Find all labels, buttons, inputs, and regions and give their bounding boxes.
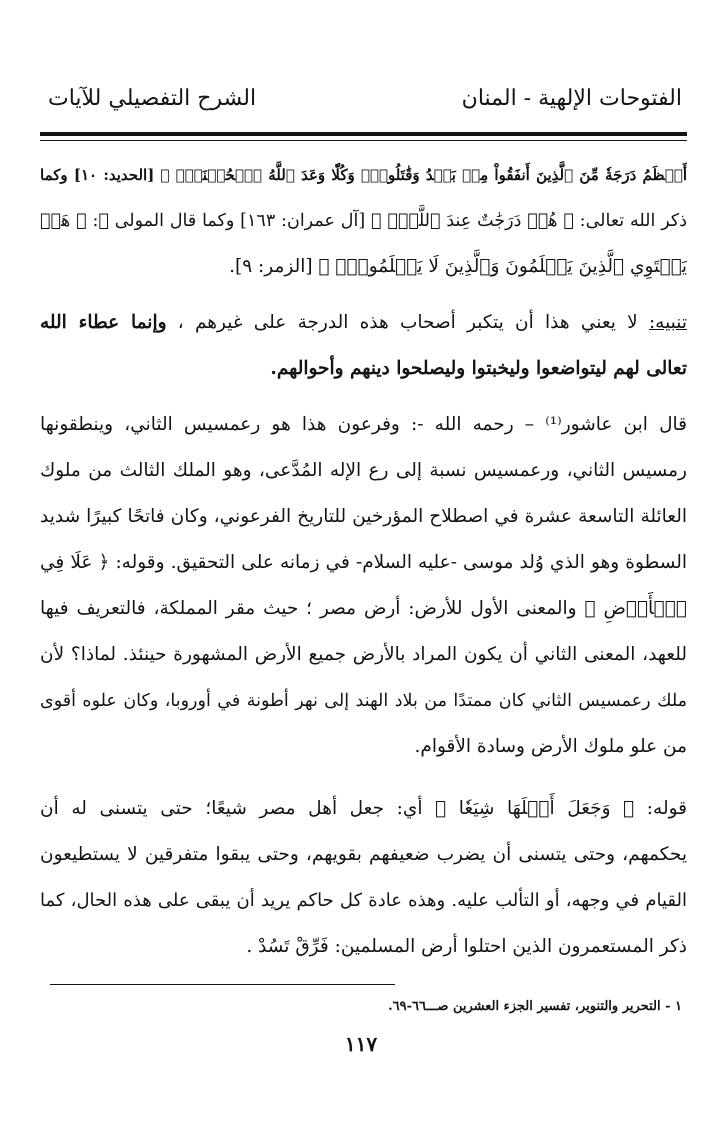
text-line: ذكر الله تعالى: ﴿ هُمۡ دَرَجَٰتٌ عِندَ ٱللَّهِۗ ﴾ [آل عمران: ١٦٣] وكما قال المولى ﷻ: ﴿ هَلۡ — [40, 211, 687, 231]
running-title: الفتوحات الإلهية - المنان — [461, 86, 682, 111]
text-line: تعالى لهم ليتواضعوا وليخبتوا وليصلحوا دينهم وأحوالهم. — [270, 358, 687, 379]
text-line: العائلة التاسعة عشرة في اصطلاح المؤرخين للتاريخ الفرعوني، وكان فاتحًا كبيرًا شديد — [40, 506, 687, 527]
footnote-separator — [50, 984, 395, 985]
header-rule-thick — [40, 132, 687, 136]
page-body — [40, 152, 687, 970]
header-rule-thin — [40, 140, 687, 141]
paragraph-ibn-ashur — [40, 402, 687, 770]
text-line: يحكمهم، وحتى يتسنى أن يضرب ضعيفهم بقويهم، وحتى يبقوا متفرقين لا يستطيعون — [40, 844, 687, 865]
text-line: رمسيس الثاني، ورعمسيس نسبة إلى رع الإله المُدَّعى، وهو الملك الثالث من ملوك — [40, 460, 687, 481]
footnote: ١ - التحرير والتنوير، تفسير الجزء العشرين صـــ٦٦-٦٩. — [388, 999, 682, 1014]
paragraph-note — [40, 300, 687, 392]
text-line: ملك رعمسيس الثاني كان ممتدًا من بلاد الهند إلى نهر أطونة في أوروبا، وكان علوه أقوى — [40, 691, 687, 711]
page-number: ١١٧ — [344, 1032, 378, 1056]
text-line: من علو ملوك الأرض وسادة الأقوام. — [414, 736, 687, 757]
running-section-title: الشرح التفصيلي للآيات — [48, 86, 257, 111]
text-line: للعهد، المعنى الثاني أن يكون المراد بالأرض جميع الأرض المشهورة حينئذ. لماذا؟ لأن — [40, 644, 687, 665]
text-line: القيام في وجهه، أو التألب عليه. وهذه عادة كل حاكم يريد أن يبقى على هذه الحال، كما — [40, 890, 687, 911]
note-label: تنبيه: — [648, 312, 687, 333]
note-text: لا يعني هذا أن يتكبر أصحاب هذه الدرجة على غيرهم ، — [166, 312, 649, 333]
text-line: أَعۡظَمُ دَرَجَةٗ مِّنَ ٱلَّذِينَ أَنفَقُواْ مِنۢ بَعۡدُ وَقَٰتَلُواْۚ وَكُلّٗا وَعَدَ ٱللَّهُ ٱلۡحُسۡنَىٰۚ ﴾ [الحديد: ١٠] وكما — [40, 166, 687, 184]
text-line: ٱلۡأَرۡضِ ﴾ والمعنى الأول للأرض: أرض مصر ؛ حيث مقر المملكة، فالتعريف فيها — [40, 598, 687, 619]
text-line: قال ابن عاشور⁽¹⁾ – رحمه الله -: وفرعون هذا هو رعمسيس الثاني، وينطقونها — [40, 414, 687, 435]
paragraph-quran-citations — [40, 152, 687, 290]
page-header — [48, 78, 682, 116]
text-line: قوله: ﴿ وَجَعَلَ أَهۡلَهَا شِيَعٗا ﴾ أي: جعل أهل مصر شيعًا؛ حتى يتسنى له أن — [40, 798, 687, 819]
text-line: ذكر المستعمرون الذين احتلوا أرض المسلمين: فَرِّقْ تَسُدْ . — [246, 936, 687, 957]
note-bold-text: وإنما عطاء الله — [40, 312, 167, 333]
text-line: السطوة وهو الذي وُلد موسى -عليه السلام- في زمانه على التحقيق. وقوله: ﴿ عَلَا فِي — [40, 552, 687, 573]
text-line: يَسۡتَوِي ٱلَّذِينَ يَعۡلَمُونَ وَٱلَّذِينَ لَا يَعۡلَمُونَۗ ﴾ [الزمر: ٩]. — [229, 256, 687, 277]
paragraph-divide-and-rule — [40, 786, 687, 970]
text-line — [40, 300, 687, 346]
